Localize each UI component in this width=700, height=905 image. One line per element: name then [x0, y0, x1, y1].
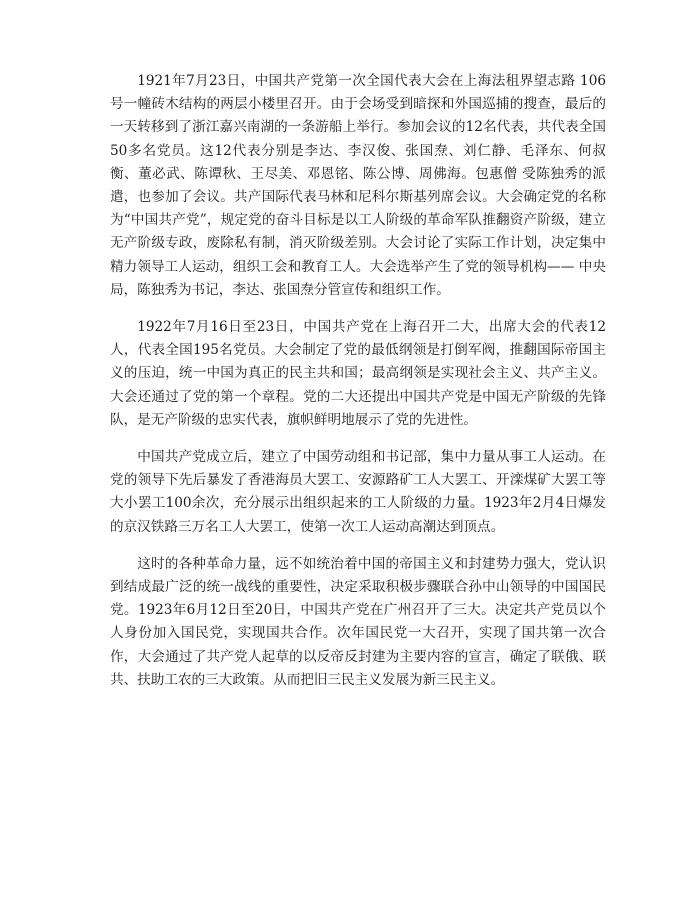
paragraph-labor-movement: 中国共产党成立后，建立了中国劳动组和书记部，集中力量从事工人运动。在党的领导下先后暴发了香港海员大罢工、安源路矿工人大罢工、开滦煤矿大罢工等大小罢工100余次，充分展示出组织起来的工人阶级的力量。1923年2月4日爆发的京汉铁路三万名工人大罢工，使第一次工人运动高潮达到顶点。 [110, 449, 606, 535]
paragraph-second-congress: 1922年7月16日至23日，中国共产党在上海召开二大，出席大会的代表12人，代表全国195名党员。大会制定了党的最低纲领是打倒军阀，推翻国际帝国主义的压迫，统一中国为真正的民主共和国；最高纲领是实现社会主义、共产主义。大会还通过了党的第一个章程。党的二大还提出中国共产党是中国无产阶级的先锋队，是无产阶级的忠实代表，旗帜鲜明地展示了党的先进性。 [110, 319, 606, 428]
paragraph-first-congress: 1921年7月23日，中国共产党第一次全国代表大会在上海法租界望志路 106 号一幢砖木结构的两层小楼里召开。由于会场受到暗探和外国巡捕的搜查，最后的一天转移到了浙江嘉兴南湖的一条游船上举行。参加会议的12名代表，共代表全国50多名党员。这12代表分别是李达、李汉俊、张国焘、刘仁静、毛泽东、何叔衡、董必武、陈谭秋、王尽美、邓恩铭、陈公博、周佛海。包惠僧 受陈独秀的派遣，也参加了会议。共产国际代表马林和尼科尔斯基列席会议。大会确定党的名称为“中国共产党”，规定党的奋斗目标是以工人阶级的革命军队推翻资产阶级，建立无产阶级专政，废除私有制，消灭阶级差别。大会讨论了实际工作计划，决定集中精力领导工人运动，组织工会和教育工人。大会选举产生了党的领导机构—— 中央局，陈独秀为书记，李达、张国焘分管宣传和组织工作。 [110, 73, 606, 298]
document-body [110, 70, 606, 692]
paragraph-third-congress: 这时的各种革命力量，远不如统治着中国的帝国主义和封建势力强大，党认识到结成最广泛的统一战线的重要性，决定采取积极步骤联合孙中山领导的中国国民党。1923年6月12日至20日，中国共产党在广州召开了三大。决定共产党员以个人身份加入国民党，实现国共合作。次年国民党一大召开，实现了国共第一次合作，大会通过了共产党人起草的以反帝反封建为主要内容的宣言，确定了联俄、联共、扶助工农的三大政策。从而把旧三民主义发展为新三民主义。 [110, 555, 606, 688]
